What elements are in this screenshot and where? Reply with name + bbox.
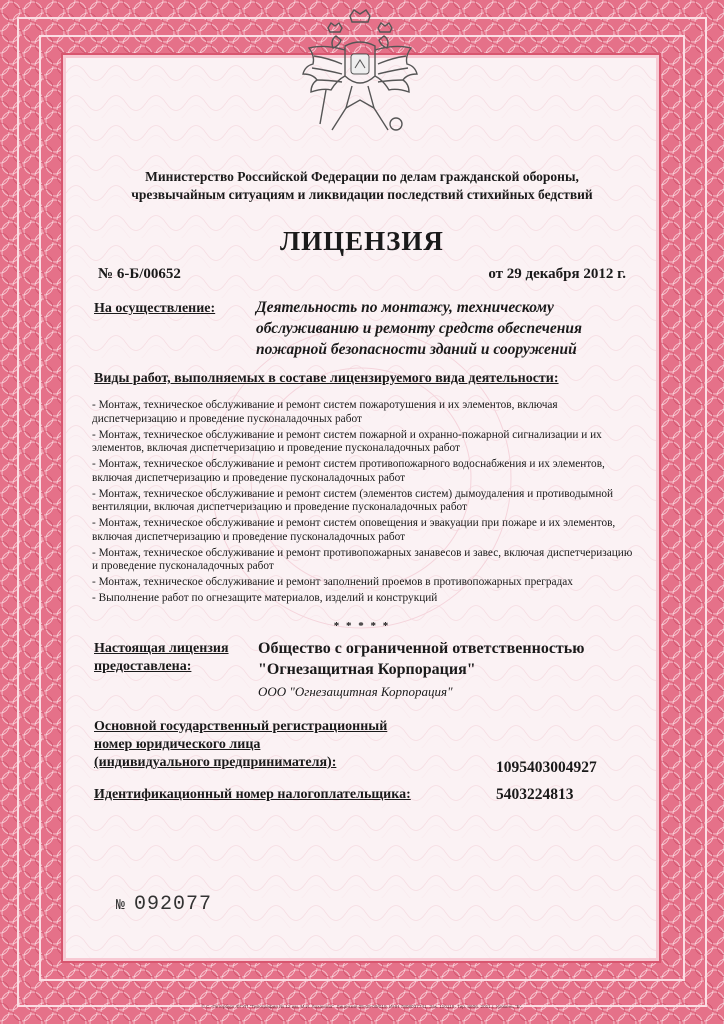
licensed-activity: Деятельность по монтажу, техническому обслуживанию и ремонту средств обеспечения пожарной безопасности зданий и сооружений xyxy=(256,299,583,358)
separator-stars: * * * * * xyxy=(333,620,391,632)
ogrn-label-line-2: номер юридического лица xyxy=(94,737,261,752)
ogrn-label xyxy=(94,718,387,772)
list-item: - Монтаж, техническое обслуживание и ремонт противопожарных занавесов и завес, включая диспетчеризацию и проведение пусконаладочных работ xyxy=(92,546,633,573)
inn-value: 5403224813 xyxy=(496,786,574,803)
inn-label: Идентификационный номер налогоплательщика: xyxy=(94,787,411,802)
issuing-authority xyxy=(80,168,644,204)
ogrn-value: 1095403004927 xyxy=(496,759,597,776)
form-serial-number xyxy=(116,893,212,916)
granted-label-line-2: предоставлена: xyxy=(94,659,192,674)
license-number: № 6-Б/00652 xyxy=(98,266,181,282)
printer-imprint: © С.-Петербург ФГУП "Типография № 12 им. М.И. Лоханова". Лицензия 05-05-09/019. ИНН 7808037741. Зак. 110119. Тир. 8606. 2011 г. Уровень "Б". xyxy=(201,1004,523,1009)
purpose-label: На осуществление: xyxy=(94,301,216,316)
holder-short-name: ООО "Огнезащитная Корпорация" xyxy=(258,684,453,699)
license-holder xyxy=(258,638,638,680)
license-date: от 29 декабря 2012 г. xyxy=(488,266,626,282)
serial-digits: 092077 xyxy=(134,893,213,916)
holder-name-line-1: Общество с ограниченной ответственностью xyxy=(258,640,585,657)
list-item: - Монтаж, техническое обслуживание и ремонт систем противопожарного водоснабжения и их элементов, включая диспетчеризацию и проведение пусконаладочных работ xyxy=(92,458,605,484)
ogrn-label-line-3: (индивидуального предпринимателя): xyxy=(94,755,337,770)
list-item: - Монтаж, техническое обслуживание и ремонт систем (элементов систем) дымоудаления и противодымной вентиляции, включая диспетчеризацию и проведение пусконаладочных работ xyxy=(92,487,614,514)
list-item: - Монтаж, техническое обслуживание и ремонт систем пожарной и охранно-пожарной сигнализации и их элементов, включая диспетчеризацию и проведение пусконаладочных работ xyxy=(92,428,602,455)
granted-label-line-1: Настоящая лицензия xyxy=(94,641,229,656)
list-item: - Монтаж, техническое обслуживание и ремонт заполнений проемов в противопожарных преградах xyxy=(92,576,573,589)
list-item: - Монтаж, техническое обслуживание и ремонт систем пожаротушения и их элементов, включая диспетчеризацию и проведение пусконаладочных работ xyxy=(92,399,558,425)
works-heading: Виды работ, выполняемых в составе лицензируемого вида деятельности: xyxy=(94,371,559,386)
ministry-line-2: чрезвычайным ситуациям и ликвидации последствий стихийных бедствий xyxy=(131,187,593,202)
list-item: - Выполнение работ по огнезащите материалов, изделий и конструкций xyxy=(92,592,438,605)
document-title: ЛИЦЕНЗИЯ xyxy=(280,226,444,256)
granted-label xyxy=(94,640,229,676)
serial-symbol: № xyxy=(116,897,127,914)
ogrn-label-line-1: Основной государственный регистрационный xyxy=(94,719,388,734)
ministry-line-1: Министерство Российской Федерации по делам гражданской обороны, xyxy=(145,169,579,184)
works-list xyxy=(92,399,640,608)
coat-of-arms-icon xyxy=(300,6,420,151)
holder-name-line-2: "Огнезащитная Корпорация" xyxy=(258,661,476,678)
list-item: - Монтаж, техническое обслуживание и ремонт систем оповещения и эвакуации при пожаре и их элементов, включая диспетчеризацию и проведение пусконаладочных работ xyxy=(92,517,616,543)
